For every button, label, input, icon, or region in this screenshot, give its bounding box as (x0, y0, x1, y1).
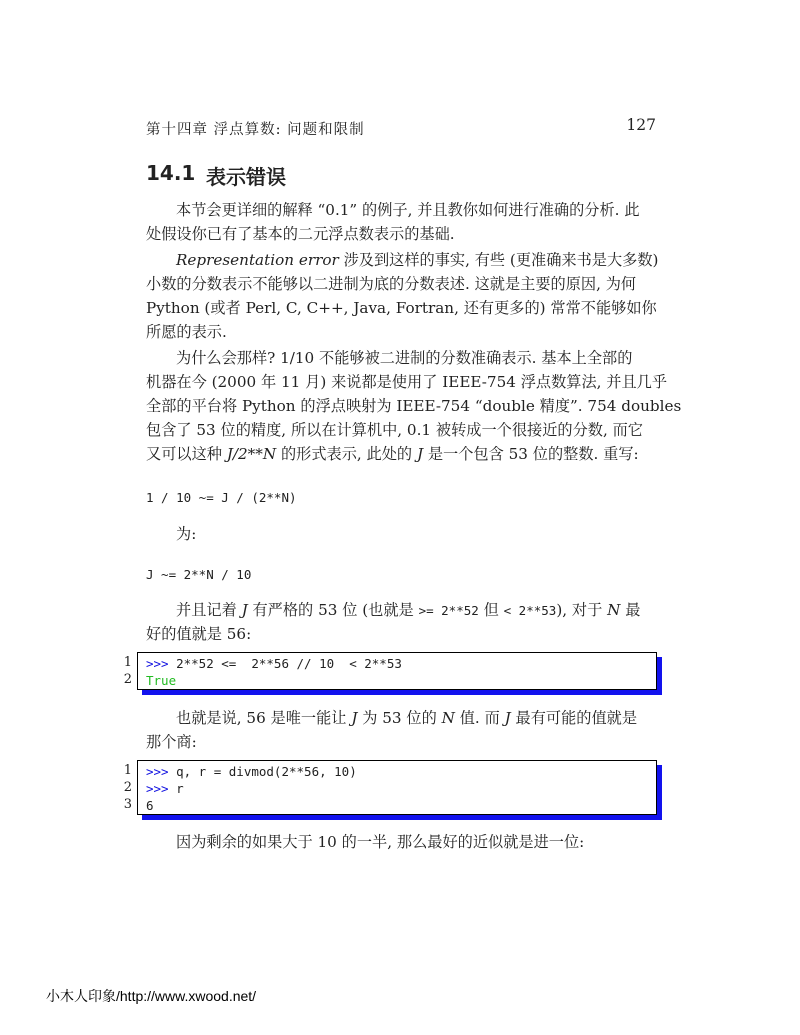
paragraph-2-line-2: 小数的分数表示不能够以二进制为底的分数表述. 这就是主要的原因, 为何 (146, 275, 637, 293)
paragraph-2-line-1: Representation error 涉及到这样的事实, 有些 (更准确来书是大多数) (176, 251, 659, 269)
listing-2-line-1: >>> q, r = divmod(2**56, 10) (146, 764, 357, 779)
prompt: >>> (146, 764, 169, 779)
code-snippet-approx: 1 / 10 ~= J / (2**N) (146, 490, 297, 505)
page-number: 127 (626, 116, 656, 134)
inline-code-lt: < 2**53 (503, 603, 557, 618)
listing-2-output: 6 (146, 798, 154, 813)
running-header-chapter: 第十四章 浮点算数: 问题和限制 (146, 122, 365, 138)
paragraph-3-line-4: 包含了 53 位的精度, 所以在计算机中, 0.1 被转成一个很接近的分数, 而它 (146, 421, 643, 439)
listing-1-output-true: True (146, 673, 177, 688)
paragraph-3-line-5: 又可以这种 J/2**N 的形式表示, 此处的 J 是一个包含 53 位的整数. 重写: (146, 445, 639, 463)
paragraph-6: 因为剩余的如果大于 10 的一半, 那么最好的近似就是进一位: (176, 833, 585, 851)
listing-2-line-2: >>> r (146, 781, 184, 796)
prompt: >>> (146, 781, 169, 796)
footer-watermark: 小木人印象/http://www.xwood.net/ (46, 988, 257, 1004)
paragraph-4-line-2: 好的值就是 56: (146, 625, 252, 643)
line-number: 3 (123, 797, 132, 812)
line-number: 1 (123, 763, 132, 778)
section-title: 表示错误 (206, 165, 286, 189)
inline-code-ge: >= 2**52 (418, 603, 479, 618)
paragraph-3-line-2: 机器在今 (2000 年 11 月) 来说都是使用了 IEEE-754 浮点数算法, 并且几乎 (146, 373, 668, 391)
section-number: 14.1 (146, 161, 196, 185)
line-number: 2 (123, 672, 132, 687)
word-wei: 为: (176, 525, 197, 543)
line-number: 1 (123, 655, 132, 670)
listing-1-line-1: >>> 2**52 <= 2**56 // 10 < 2**53 (146, 656, 402, 671)
line-number: 2 (123, 780, 132, 795)
paragraph-3-line-1: 为什么会那样? 1/10 不能够被二进制的分数准确表示. 基本上全部的 (176, 349, 633, 367)
paragraph-3-line-3: 全部的平台将 Python 的浮点映射为 IEEE-754 “double 精度”. 754 doubles (146, 397, 682, 415)
prompt: >>> (146, 656, 169, 671)
math-j-over-2-pow-n: J/2**N (226, 445, 277, 463)
paragraph-5-line-1: 也就是说, 56 是唯一能让 J 为 53 位的 N 值. 而 J 最有可能的值就是 (176, 709, 638, 727)
paragraph-5-line-2: 那个商: (146, 733, 197, 751)
paragraph-4-line-1: 并且记着 J 有严格的 53 位 (也就是 >= 2**52 但 < 2**53), 对于 N 最 (176, 601, 641, 619)
paragraph-2-line-3: Python (或者 Perl, C, C++, Java, Fortran, 还有更多的) 常常不能够如你 (146, 299, 657, 317)
paragraph-1-line-1: 本节会更详细的解释 “0.1” 的例子, 并且教你如何进行准确的分析. 此 (176, 201, 640, 219)
term-representation-error: Representation error (176, 251, 339, 269)
paragraph-1-line-2: 处假设你已有了基本的二元浮点数表示的基础. (146, 225, 455, 243)
code-snippet-j: J ~= 2**N / 10 (146, 567, 252, 582)
paragraph-2-line-4: 所愿的表示. (146, 323, 227, 341)
